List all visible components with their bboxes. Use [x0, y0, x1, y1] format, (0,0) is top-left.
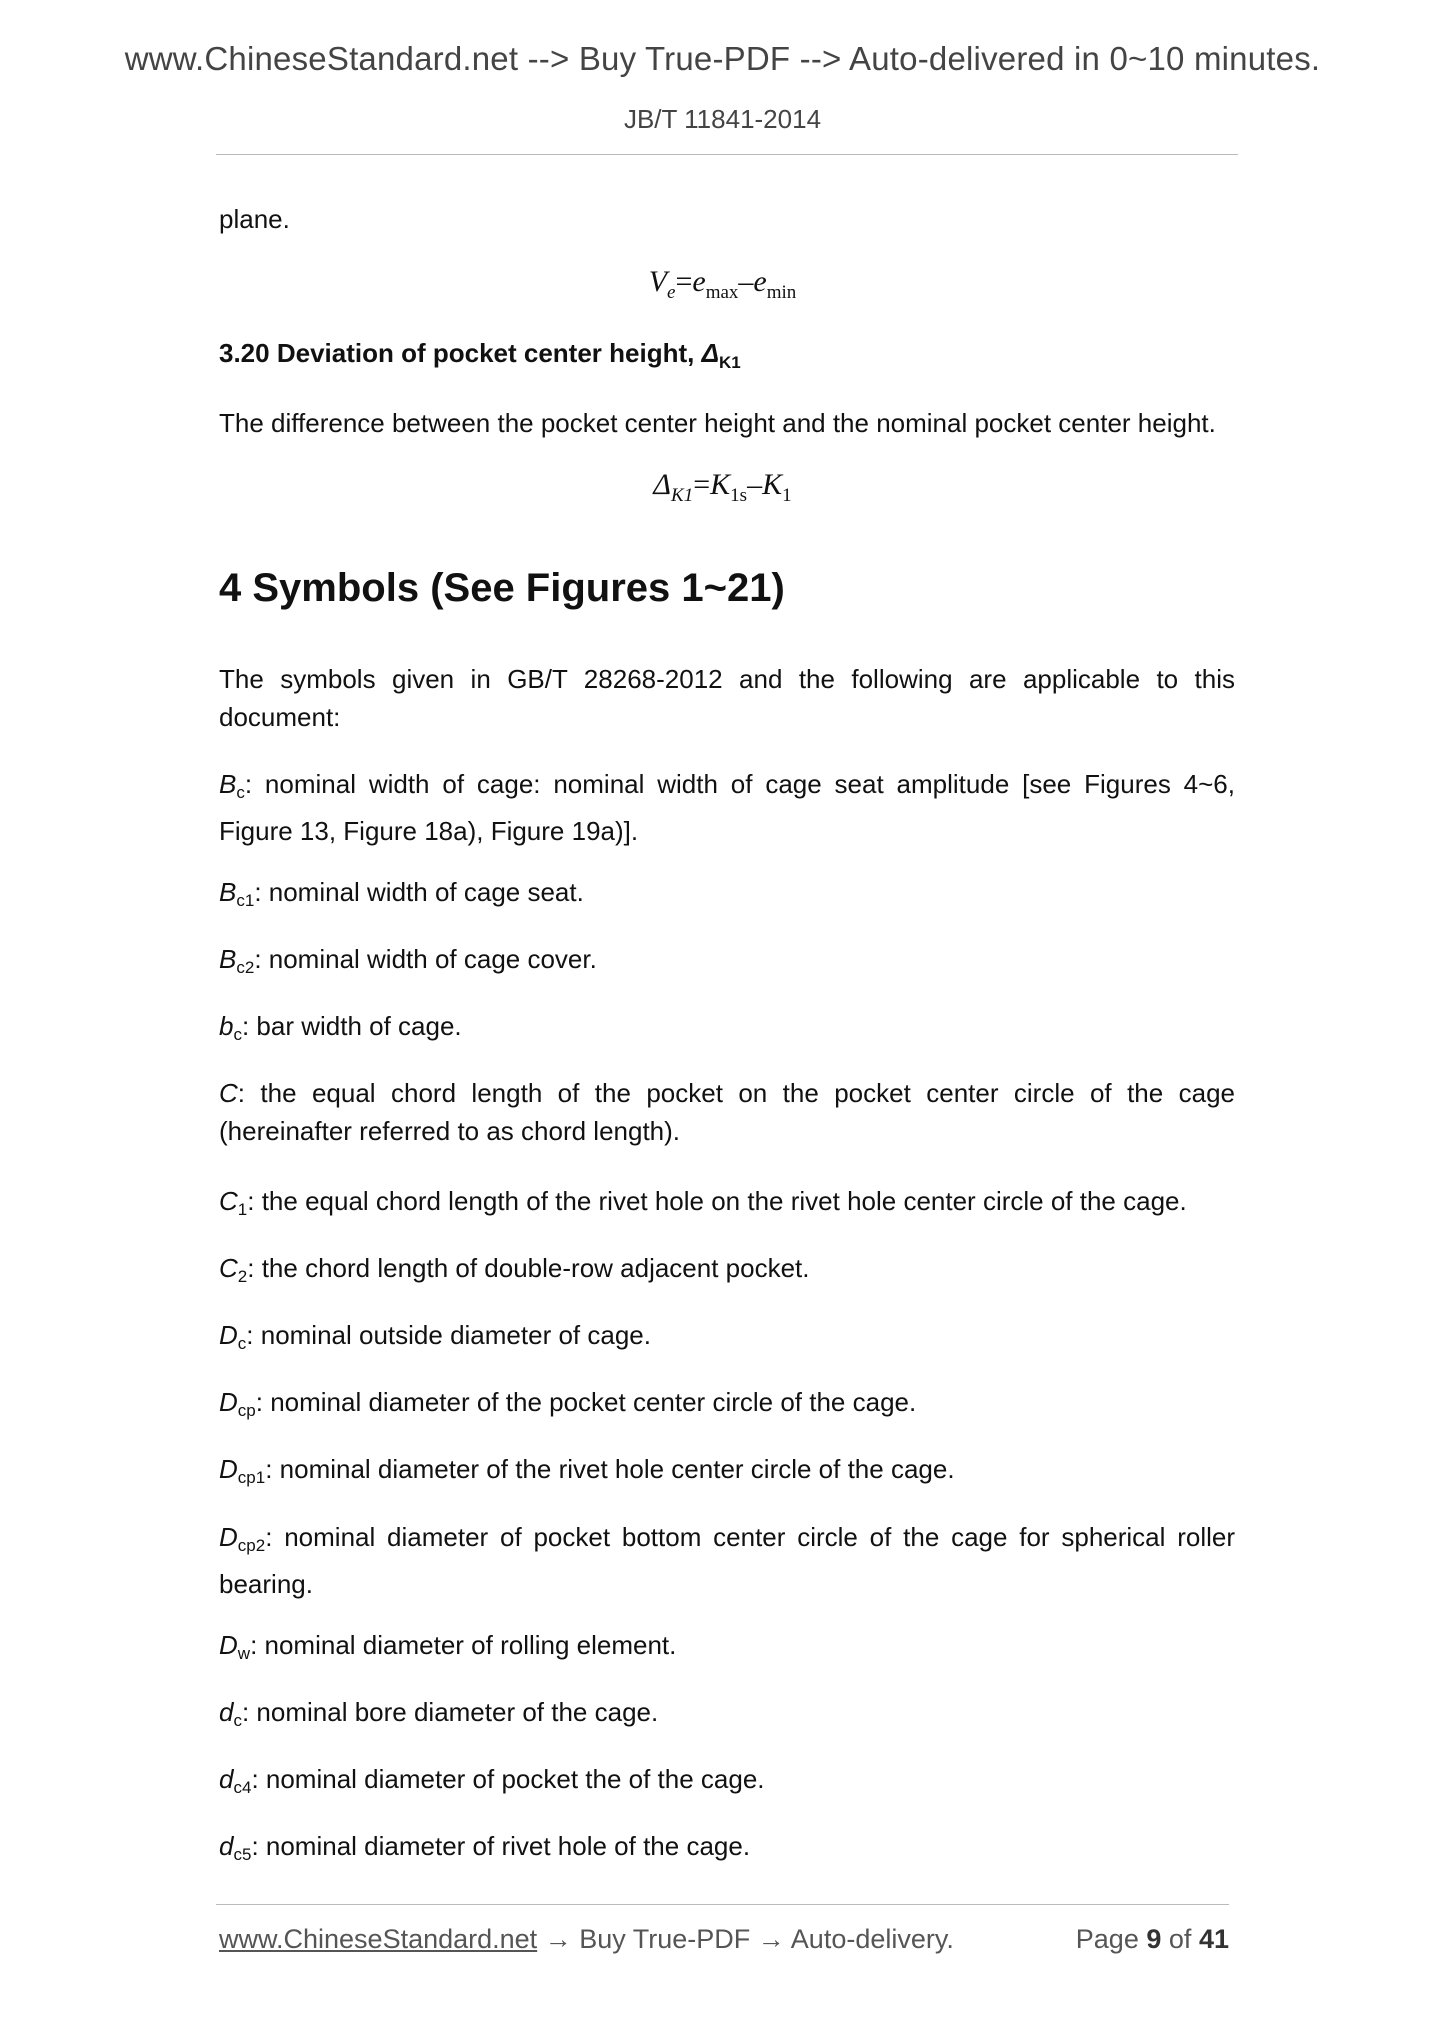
- symbol-subscript: cp1: [237, 1468, 266, 1487]
- symbol-description: : the equal chord length of the pocket on the pocket center circle of the cage (hereinafter referred to as chord length).: [219, 1078, 1235, 1146]
- symbol-subscript: c: [233, 1711, 242, 1730]
- footer-buy: Buy True-PDF: [579, 1924, 751, 1954]
- symbol-letter: D: [219, 1522, 238, 1552]
- symbol-description: : nominal bore diameter of the cage.: [241, 1697, 659, 1727]
- formula-ve-eq: =: [675, 265, 693, 298]
- formula-ve-b-sub: min: [766, 282, 797, 303]
- symbol-letter: D: [219, 1454, 238, 1484]
- symbol-letter: C: [219, 1253, 238, 1283]
- formula-dk1: [0, 468, 1445, 507]
- symbol-letter: d: [219, 1831, 234, 1861]
- header-banner: www.ChineseStandard.net --> Buy True-PDF --> Auto-delivered in 0~10 minutes.: [124, 40, 1321, 77]
- formula-ve-a-sub: max: [705, 282, 739, 303]
- formula-dk1-a-sub: 1s: [730, 485, 748, 506]
- symbol-description: : nominal width of cage seat.: [254, 877, 584, 907]
- section-3-20-symbol-sub: K1: [719, 353, 741, 373]
- symbol-description: : nominal width of cage: nominal width of cage seat amplitude [see Figures 4~6, Figure 13, Figure 18a), Figure 19a)].: [219, 769, 1235, 846]
- symbol-description: : nominal diameter of rivet hole of the cage.: [251, 1831, 751, 1861]
- symbol-description: : bar width of cage.: [241, 1011, 462, 1041]
- symbol-subscript: c2: [236, 958, 255, 977]
- formula-dk1-a: K: [710, 468, 731, 501]
- section-3-20-title: 3.20 Deviation of pocket center height,: [219, 338, 702, 368]
- symbol-definition: [219, 1760, 1235, 1807]
- symbol-letter: C: [219, 1078, 238, 1108]
- formula-ve-minus: –: [738, 265, 754, 298]
- section-3-20-symbol: Δ: [701, 338, 720, 368]
- footer-link[interactable]: www.ChineseStandard.net: [219, 1924, 538, 1954]
- symbol-subscript: c5: [233, 1845, 252, 1864]
- symbol-definition: [219, 1074, 1235, 1150]
- section-4-intro: The symbols given in GB/T 28268-2012 and the following are applicable to this document:: [219, 664, 1235, 732]
- symbol-subscript: 1: [237, 1200, 248, 1219]
- symbol-definition: [219, 1827, 1235, 1874]
- symbol-subscript: w: [237, 1644, 251, 1663]
- symbol-description: : nominal outside diameter of cage.: [246, 1320, 651, 1350]
- symbol-subscript: cp2: [237, 1536, 266, 1555]
- symbol-definition: [219, 1249, 1235, 1296]
- formula-ve-lhs-sub: e: [667, 282, 676, 303]
- symbol-definition: [219, 1693, 1235, 1740]
- footer: [219, 1924, 1229, 1955]
- page-indicator: [1076, 1924, 1229, 1955]
- formula-dk1-b: K: [762, 468, 783, 501]
- page-number: 9: [1146, 1924, 1162, 1954]
- section-3-20-heading: [219, 338, 741, 373]
- symbol-subscript: c: [237, 1334, 247, 1353]
- footer-divider: [216, 1904, 1229, 1905]
- symbol-letter: B: [219, 944, 237, 974]
- symbol-definition: [219, 1316, 1235, 1363]
- footer-arrow-1: →: [544, 1924, 572, 1954]
- symbol-description: : the equal chord length of the rivet hole on the rivet hole center circle of the cage.: [247, 1186, 1187, 1216]
- symbol-subscript: 2: [237, 1267, 248, 1286]
- section-3-20-text: The difference between the pocket center height and the nominal pocket center height.: [219, 408, 1216, 438]
- symbol-letter: D: [219, 1630, 238, 1660]
- formula-ve-a: e: [692, 265, 706, 298]
- formula-dk1-eq: =: [693, 468, 711, 501]
- formula-ve-b: e: [753, 265, 767, 298]
- formula-ve-lhs: V: [648, 265, 668, 298]
- symbol-description: : nominal diameter of the rivet hole center circle of the cage.: [265, 1454, 955, 1484]
- symbol-description: : nominal width of cage cover.: [254, 944, 597, 974]
- formula-dk1-lhs-sub: K1: [671, 485, 694, 506]
- symbol-subscript: c1: [236, 891, 255, 910]
- symbol-definition: [219, 1518, 1235, 1603]
- symbol-description: : nominal diameter of pocket bottom center circle of the cage for spherical roller bearing.: [219, 1522, 1235, 1599]
- symbol-definition: [219, 1383, 1235, 1430]
- symbol-letter: B: [219, 769, 237, 799]
- symbol-subscript: c4: [233, 1778, 252, 1797]
- formula-ve: [0, 265, 1445, 304]
- symbol-description: : nominal diameter of pocket the of the cage.: [251, 1764, 765, 1794]
- symbol-letter: D: [219, 1387, 238, 1417]
- section-4-heading: 4 Symbols (See Figures 1~21): [219, 566, 785, 610]
- symbol-description: : the chord length of double-row adjacent pocket.: [247, 1253, 810, 1283]
- symbol-letter: b: [219, 1011, 234, 1041]
- symbol-letter: C: [219, 1186, 238, 1216]
- symbol-definition: [219, 1007, 1235, 1054]
- symbol-letter: d: [219, 1764, 234, 1794]
- symbol-subscript: c: [233, 1025, 242, 1044]
- symbol-subscript: c: [236, 783, 245, 802]
- symbol-letter: d: [219, 1697, 234, 1727]
- page-label: Page: [1075, 1924, 1139, 1954]
- symbol-description: : nominal diameter of rolling element.: [250, 1630, 677, 1660]
- symbol-definition: [219, 873, 1235, 920]
- symbol-letter: B: [219, 877, 237, 907]
- page-of-label: of: [1168, 1924, 1192, 1954]
- page-total: 41: [1198, 1924, 1229, 1954]
- symbol-definition: [219, 1450, 1235, 1497]
- symbol-definition: [219, 765, 1235, 850]
- intro-word: plane.: [219, 204, 290, 234]
- formula-dk1-lhs: Δ: [653, 468, 672, 501]
- document-number: JB/T 11841-2014: [623, 104, 822, 134]
- formula-dk1-b-sub: 1: [782, 485, 792, 506]
- footer-auto: Auto-delivery.: [790, 1924, 954, 1954]
- footer-arrow-2: →: [757, 1924, 785, 1954]
- symbol-description: : nominal diameter of the pocket center circle of the cage.: [255, 1387, 917, 1417]
- symbol-definition: [219, 1626, 1235, 1673]
- symbol-definition: [219, 1182, 1235, 1229]
- symbol-definition: [219, 940, 1235, 987]
- symbol-letter: D: [219, 1320, 238, 1350]
- formula-dk1-minus: –: [747, 468, 763, 501]
- header-divider: [216, 154, 1238, 155]
- symbol-subscript: cp: [237, 1401, 256, 1420]
